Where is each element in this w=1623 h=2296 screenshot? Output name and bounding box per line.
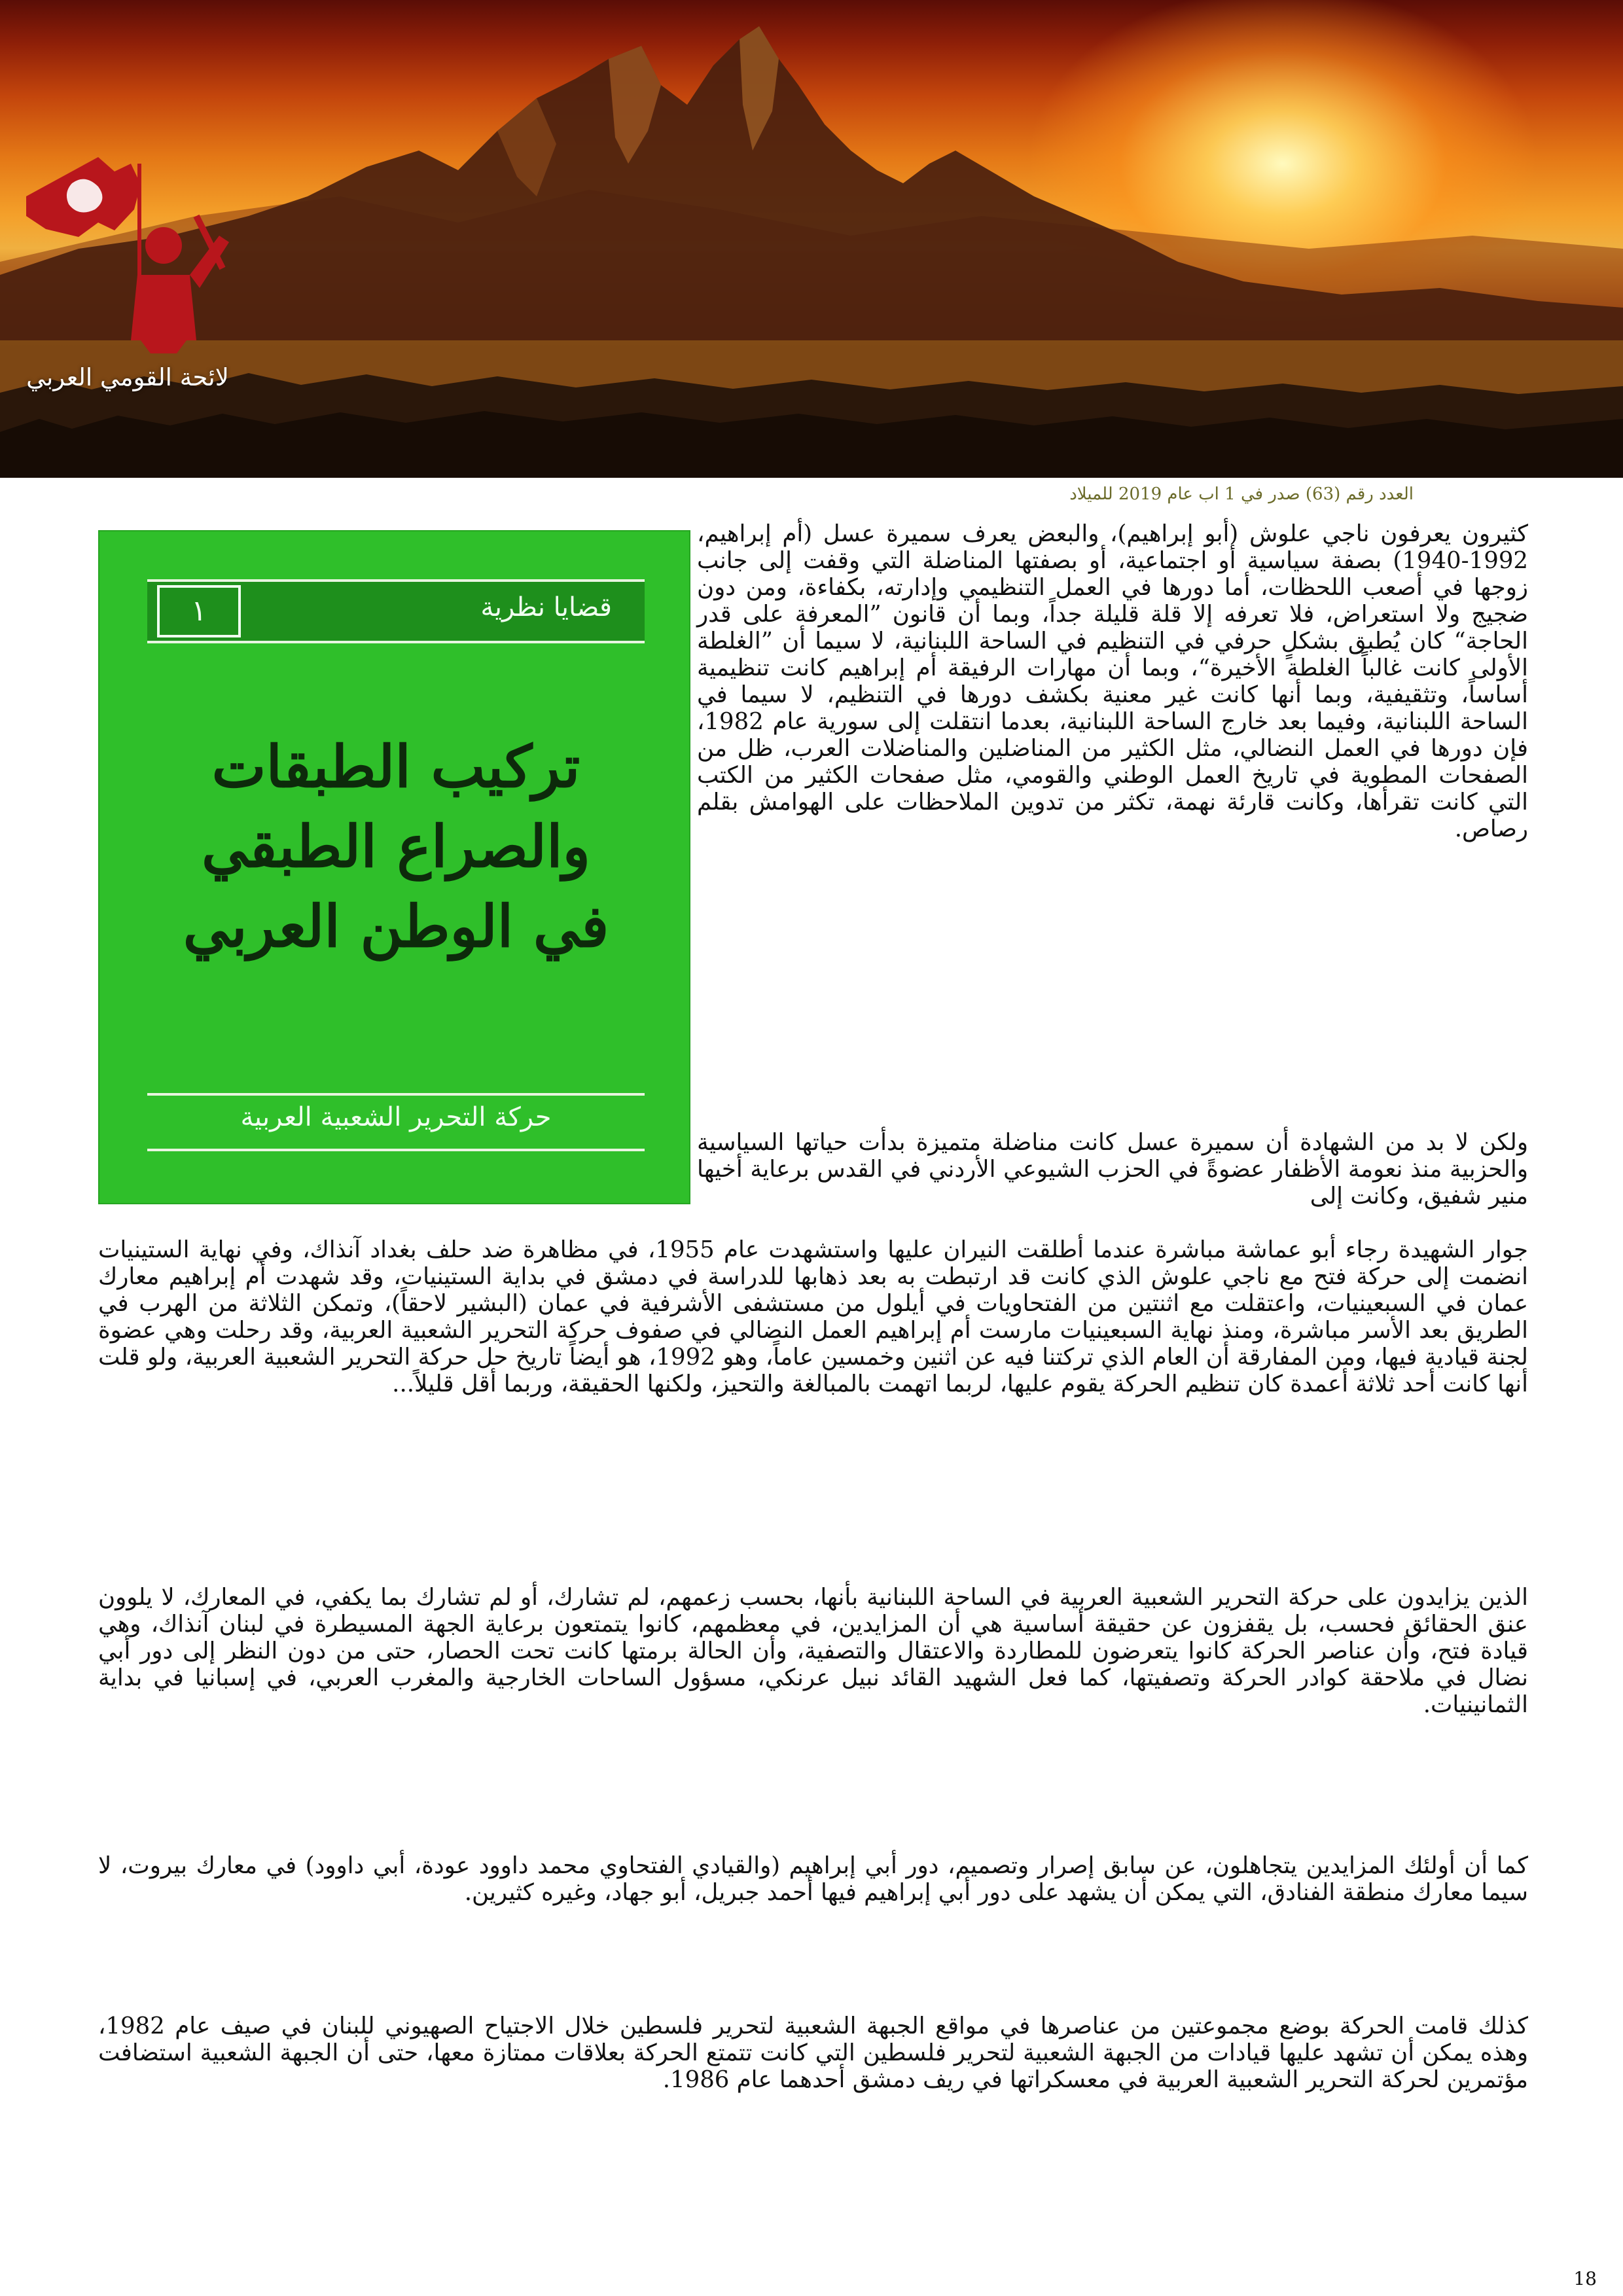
book-cover-image	[98, 530, 690, 1204]
book-title-line: في الوطن العربي	[183, 892, 609, 960]
header-banner	[0, 0, 1623, 478]
book-series: قضايا نظرية	[480, 592, 612, 622]
book-title	[144, 726, 648, 966]
cover-divider	[147, 1149, 645, 1151]
paragraph: الذين يزايدون على حركة التحرير الشعبية العربية في الساحة اللبنانية بأنها، بحسب زعمهم، لم تشارك، أو لم تشارك بما يكفي، في المعارك، لا يلوون عنق الحقائق فحسب، بل يقفزون عن حقيقة أساسية هي أن المزايدين، في معظمهم، كانوا يتمتعون برعاية الجهة المسيطرة في لبنان آنذاك، وهي قيادة فتح، وأن عناصر الحركة كانوا يتعرضون للمطاردة والاعتقال والتصفية، وأن الحالة برمتها كانت تحت الحصار، حتى من دون النظر إلى دور أبي نضال في ملاحقة كوادر الحركة وتصفيتها، كما فعل الشهيد القائد نبيل عرنكي، مسؤول الساحات الخارجية والمغرب العربي، في إسبانيا في بداية الثمانينيات.	[98, 1584, 1528, 1718]
issue-info: العدد رقم (63) صدر في 1 اب عام 2019 للميلاد	[1069, 484, 1414, 504]
page-number: 18	[1573, 2268, 1597, 2289]
mountain-landscape-image	[0, 0, 1623, 478]
paragraph: جوار الشهيدة رجاء أبو عماشة مباشرة عندما أطلقت النيران عليها واستشهدت عام 1955، في مظاهرة ضد حلف بغداد آنذاك، وفي نهاية الستينيات انضمت إلى حركة فتح مع ناجي علوش الذي كانت قد ارتبطت به بعد ذهابها للدراسة في دمشق في بداية الستينيات، وقد شهدت أم إبراهيم معارك عمان في السبعينيات، واعتقلت مع اثنتين من الفتحاويات في أيلول من مستشفى الأشرفية في عمان (البشير لاحقاً)، وتمكن الثلاثة من الهرب في الطريق بعد الأسر مباشرة، ومنذ نهاية السبعينيات مارست أم إبراهيم العمل النضالي في صفوف حركة التحرير الشعبية العربية، وقد رحلت وهي عضوة لجنة قيادية فيها، ومن المفارقة أن العام الذي تركتنا فيه عن اثنين وخمسين عاماً، وهو 1992، هو أيضاً تاريخ حل حركة التحرير الشعبية العربية، ولو قلت أنها كانت أحد ثلاثة أعمدة كان تنظيم الحركة يقوم عليها، لربما اتهمت بالمبالغة والتحيز، ولكنها الحقيقة، وربما أقل قليلاً...	[98, 1236, 1528, 1397]
book-title-line: والصراع الطبقي	[201, 812, 591, 880]
book-number: ١	[157, 585, 241, 637]
book-title-line: تركيب الطبقات	[211, 732, 580, 800]
paragraph: كما أن أولئك المزايدين يتجاهلون، عن سابق إصرار وتصميم، دور أبي إبراهيم (والقيادي الفتحاوي محمد داوود عودة، أبي داوود) في معارك بيروت، لا سيما معارك منطقة الفنادق، التي يمكن أن يشهد على دور أبي إبراهيم فيها أحمد جبريل، أبو جهاد، وغيره كثيرين.	[98, 1852, 1528, 1906]
paragraph: كذلك قامت الحركة بوضع مجموعتين من عناصرها في مواقع الجبهة الشعبية لتحرير فلسطين خلال الاجتياح الصهيوني للبنان في صيف عام 1982، وهذه يمكن أن تشهد عليها قيادات من الجبهة الشعبية لتحرير فلسطين التي كانت تتمتع الحركة بعلاقات ممتازة معها، حتى أن الجبهة الشعبية استضافت مؤتمرين لحركة التحرير الشعبية العربية في معسكراتها في ريف دمشق أحدهما عام 1986.	[98, 2013, 1528, 2093]
cover-divider	[147, 1093, 645, 1096]
paragraph: ولكن لا بد من الشهادة أن سميرة عسل كانت مناضلة متميزة بدأت حياتها السياسية والحزبية منذ نعومة الأظفار عضوةً في الحزب الشيوعي الأردني في القدس برعاية أخيها منير شفيق، وكانت إلى	[697, 1129, 1528, 1210]
paragraph: كثيرون يعرفون ناجي علوش (أبو إبراهيم)، والبعض يعرف سميرة عسل (أم إبراهيم، 1992-1940) بصفة سياسية أو اجتماعية، أو بصفتها المناضلة التي وقفت إلى جانب زوجها في أصعب اللحظات، أما دورها في العمل التنظيمي وإدارته، بكفاءة، ومن دون ضجيج ولا استعراض، فلا تعرفه إلا قلة قليلة جداً، وبما أن قانون ”المعرفة على قدر الحاجة“ كان يُطبق بشكلٍ حرفي في التنظيم في الساحة اللبنانية، لا سيما أن ”الغلطة الأولى كانت غالباً الغلطة الأخيرة“، وبما أن مهارات الرفيقة أم إبراهيم كانت تنظيمية أساساً، وتثقيفية، وبما أنها كانت غير معنية بكشف دورها في التنظيم، لا سيما في الساحة اللبنانية، وفيما بعد خارج الساحة اللبنانية، بعدما انتقلت إلى سورية عام 1982، فإن دورها في العمل النضالي، مثل الكثير من المناضلين والمناضلات العرب، ظل من الصفحات المطوية في تاريخ العمل الوطني والقومي، مثل صفحات الكثير من الكتب التي كانت تقرأها، وكانت قارئة نهمة، تكثر من تدوين الملاحظات على الهوامش بقلم رصاص.	[697, 520, 1528, 842]
book-publisher: حركة التحرير الشعبية العربية	[240, 1102, 552, 1132]
logo-caption: لائحة القومي العربي	[26, 363, 229, 391]
